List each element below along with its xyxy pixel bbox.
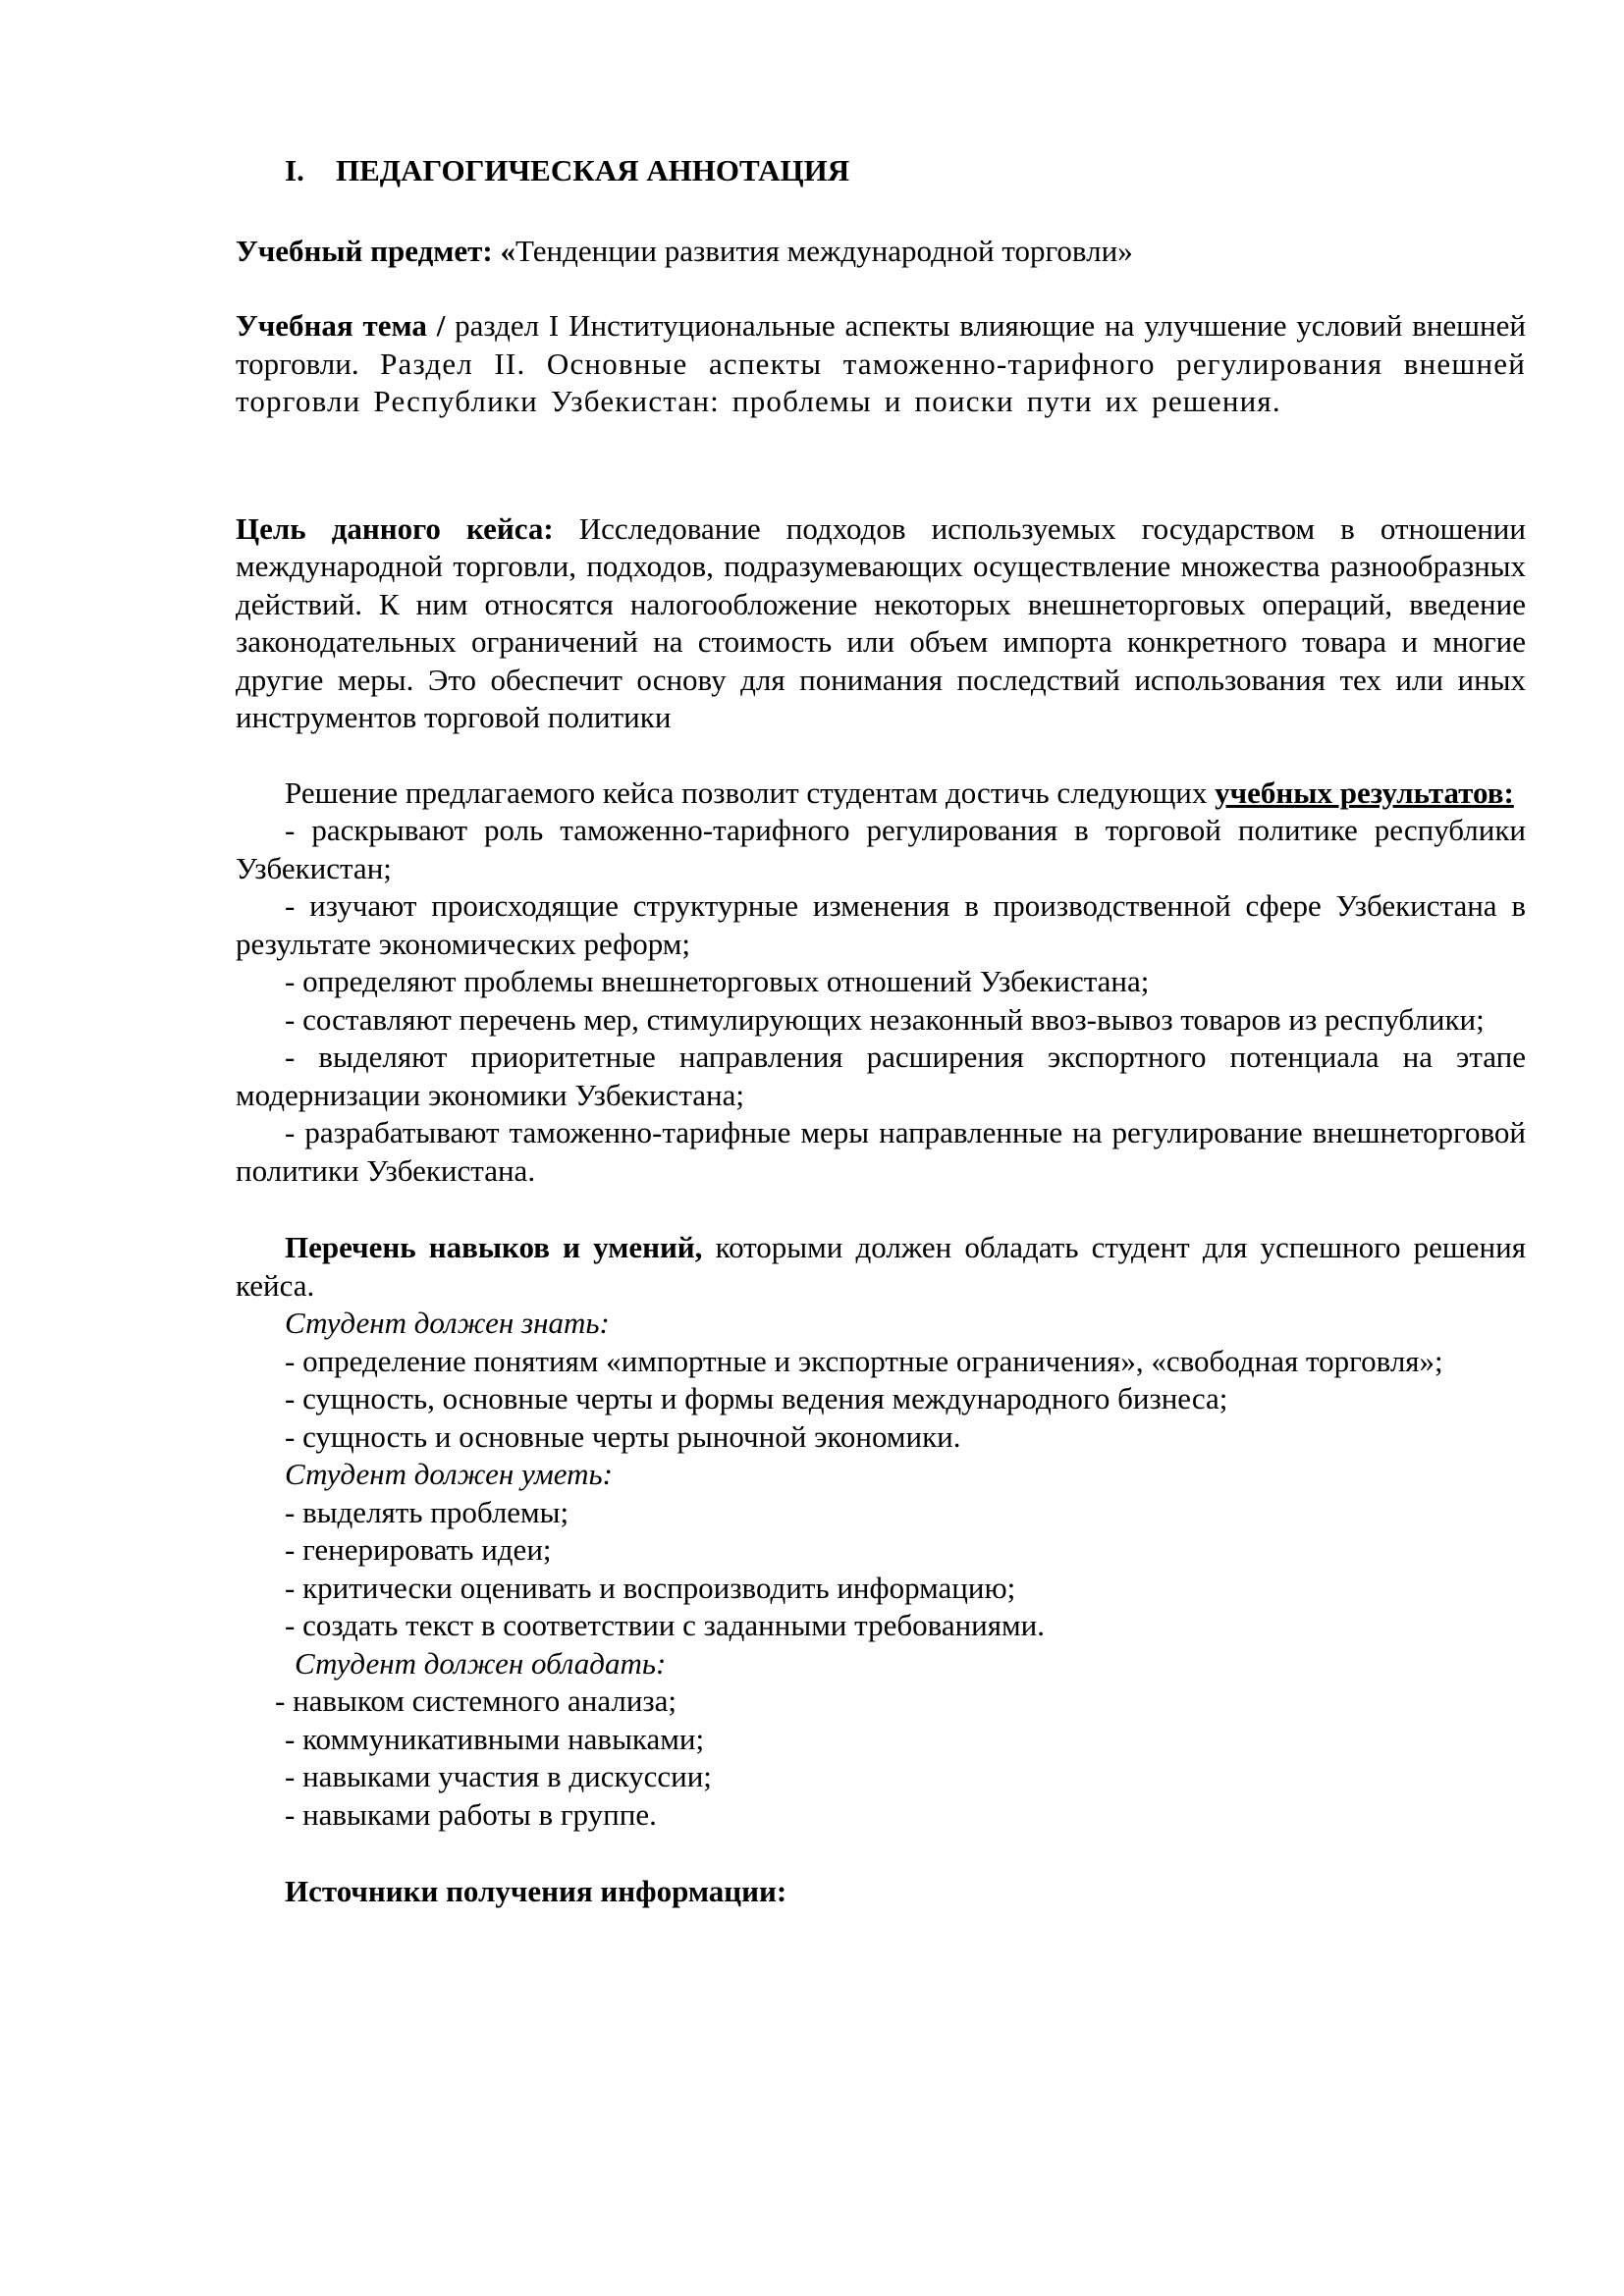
document-body — [236, 152, 1526, 1911]
goal-paragraph — [236, 510, 1526, 737]
subject-label: Учебный предмет: « — [236, 233, 515, 268]
topic-paragraph — [236, 307, 1526, 421]
list-item: - навыками работы в группе. — [285, 1796, 657, 1832]
subject-line — [236, 233, 1526, 271]
goal-text: Исследование подходов используемых государством в отношении международной торговли, подходов, подразумевающих осуществление множества разнообразных действий. К ним относятся налогообложение некоторых внешнеторговых операций, введение законодательных ограничений на стоимость или объем импорта конкретного товара и многие другие меры. Это обеспечит основу для понимания последствий использования тех или иных инструментов торговой политики — [236, 510, 1526, 734]
list-item: - навыками участия в дискуссии; — [285, 1759, 712, 1793]
know-heading: Студент должен знать: — [285, 1306, 610, 1340]
list-item: - генерировать идеи; — [285, 1532, 552, 1567]
list-item: - определяют проблемы внешнеторговых отношений Узбекистана; — [285, 964, 1150, 998]
have-heading: Студент должен обладать: — [295, 1645, 667, 1681]
section-title: ПЕДАГОГИЧЕСКАЯ АННОТАЦИЯ — [336, 153, 850, 187]
results-intro-bold: учебных результатов: — [1215, 774, 1514, 810]
skills-paragraph — [236, 1229, 1526, 1305]
list-item: - выделяют приоритетные направления расширения экспортного потенциала на этапе модернизации экономики Узбекистана; — [236, 1040, 1526, 1112]
list-item: - коммуникативными навыками; — [285, 1721, 705, 1756]
list-item: - сущность и основные черты рыночной экономики. — [285, 1418, 961, 1454]
sources-heading: Источники получения информации: — [285, 1874, 787, 1908]
skills-label: Перечень навыков и умений, — [285, 1230, 703, 1264]
section-number: I. — [285, 153, 304, 187]
skills-text: которыми должен обладать студент для успешного решения кейса. — [236, 1230, 1526, 1303]
list-item: - разрабатывают таможенно-тарифные меры направленные на регулирование внешнеторговой политики Узбекистана. — [236, 1115, 1526, 1188]
list-item: - определение понятиям «импортные и экспортные ограничения», «свободная торговля»; — [285, 1343, 1443, 1378]
list-item: - изучают происходящие структурные изменения в производственной сфере Узбекистана в результате экономических реформ; — [236, 888, 1526, 961]
results-intro-text: Решение предлагаемого кейса позволит студентам достичь следующих — [285, 774, 1216, 810]
can-heading: Студент должен уметь: — [285, 1457, 613, 1491]
list-item: - раскрывают роль таможенно-тарифного регулирования в торговой политике республики Узбекистан; — [236, 813, 1526, 885]
topic-rest: Раздел II. Основные аспекты таможенно-тарифного регулирования внешней торговли Республики Узбекистан: проблемы и поиски пути их решения. — [236, 346, 1526, 418]
subject-text: Тенденции развития международной торговли» — [514, 233, 1133, 268]
list-item: - выделять проблемы; — [285, 1494, 569, 1529]
goal-label: Цель данного кейса: — [236, 510, 554, 546]
list-item: - сущность, основные черты и формы ведения международного бизнеса; — [285, 1381, 1228, 1415]
list-item: - составляют перечень мер, стимулирующих незаконный ввоз-вывоз товаров из республики; — [285, 1001, 1485, 1037]
list-item: - навыком системного анализа; — [275, 1683, 677, 1718]
topic-line1: раздел I Институциональные аспекты влияющие на улучшение условий внешней торговли. — [236, 308, 1526, 381]
list-item: - критически оценивать и воспроизводить информацию; — [285, 1570, 1016, 1605]
section-heading — [236, 152, 1526, 190]
results-intro — [236, 774, 1526, 813]
list-item: - создать текст в соответствии с заданными требованиями. — [285, 1608, 1045, 1642]
topic-label: Учебная тема / — [236, 308, 446, 343]
